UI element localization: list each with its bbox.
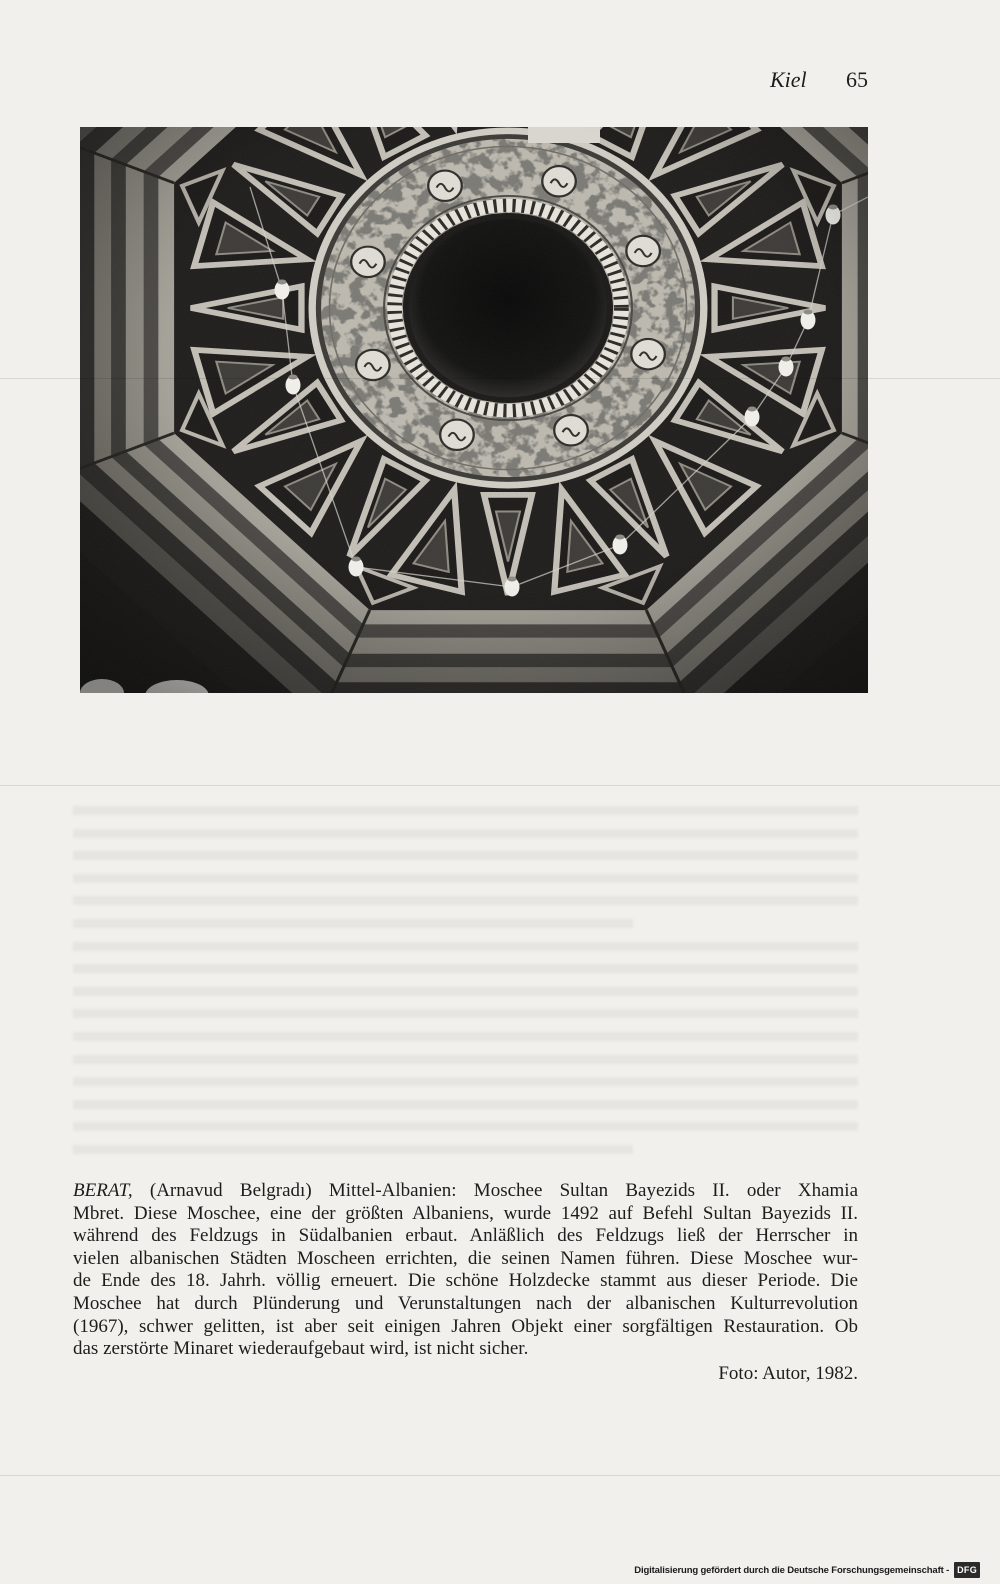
- caption-line: das zerstörte Minaret wiederaufgebaut wird, ist nicht sicher.: [73, 1338, 529, 1360]
- bleed-through-line: [73, 1055, 858, 1064]
- bleed-through-line: [73, 942, 858, 951]
- dfg-logo: DFG: [954, 1562, 980, 1578]
- photo-grain: [80, 127, 868, 693]
- page-number: 65: [846, 67, 868, 92]
- scan-line: [0, 1475, 1000, 1476]
- caption-line: Mbret. Diese Moschee, eine der größten Albaniens, wurde 1492 auf Befehl Sultan Bayezids II.: [73, 1202, 858, 1224]
- scan-line: [0, 785, 1000, 786]
- bleed-through-line: [73, 964, 858, 973]
- photo-credit: Foto: Autor, 1982.: [718, 1363, 858, 1384]
- bleed-through-line: [73, 1145, 633, 1154]
- digitization-footer: [634, 1562, 980, 1578]
- bleed-through-line: [73, 1100, 858, 1109]
- bleed-through-line: [73, 874, 858, 883]
- bleed-through-line: [73, 919, 633, 928]
- caption-line: de Ende des 18. Jahrh. völlig erneuert. Die schöne Holzdecke stammt aus dieser Periode. Die: [73, 1270, 858, 1292]
- bleed-through-line: [73, 896, 858, 905]
- caption-line: Moschee hat durch Plünderung und Verunstaltungen nach der albanischen Kulturrevolution: [73, 1292, 858, 1314]
- bleed-through-line: [73, 1077, 858, 1086]
- bleed-through-line: [73, 1032, 858, 1041]
- caption-line: [73, 1180, 858, 1203]
- caption-place-name: BERAT,: [73, 1180, 133, 1201]
- caption-line-text: (Arnavud Belgradı) Mittel-Albanien: Moschee Sultan Bayezids II. oder Xhamia: [149, 1180, 859, 1201]
- photo-caption: [73, 1180, 858, 1361]
- scan-line: [0, 378, 1000, 379]
- running-head: Kiel: [770, 67, 807, 92]
- caption-line: (1967), schwer gelitten, ist aber seit einigen Jahren Objekt einer sorgfältigen Restauration. Ob: [73, 1315, 858, 1337]
- footer-text: Digitalisierung gefördert durch die Deutsche Forschungsgemeinschaft -: [634, 1564, 950, 1576]
- bleed-through-line: [73, 851, 858, 860]
- bleed-through-line: [73, 1009, 858, 1018]
- ceiling-photo: [80, 127, 868, 693]
- bleed-through-line: [73, 829, 858, 838]
- bleed-through-line: [73, 1122, 858, 1131]
- bleed-through-line: [73, 987, 858, 996]
- bleed-through-line: [73, 806, 858, 815]
- caption-line: vielen albanischen Städten Moscheen errichten, die seinen Namen führen. Diese Moschee wur-: [73, 1247, 858, 1269]
- caption-line: während des Feldzugs in Südalbanien erbaut. Anläßlich des Feldzugs ließ der Herrscher in: [73, 1225, 858, 1247]
